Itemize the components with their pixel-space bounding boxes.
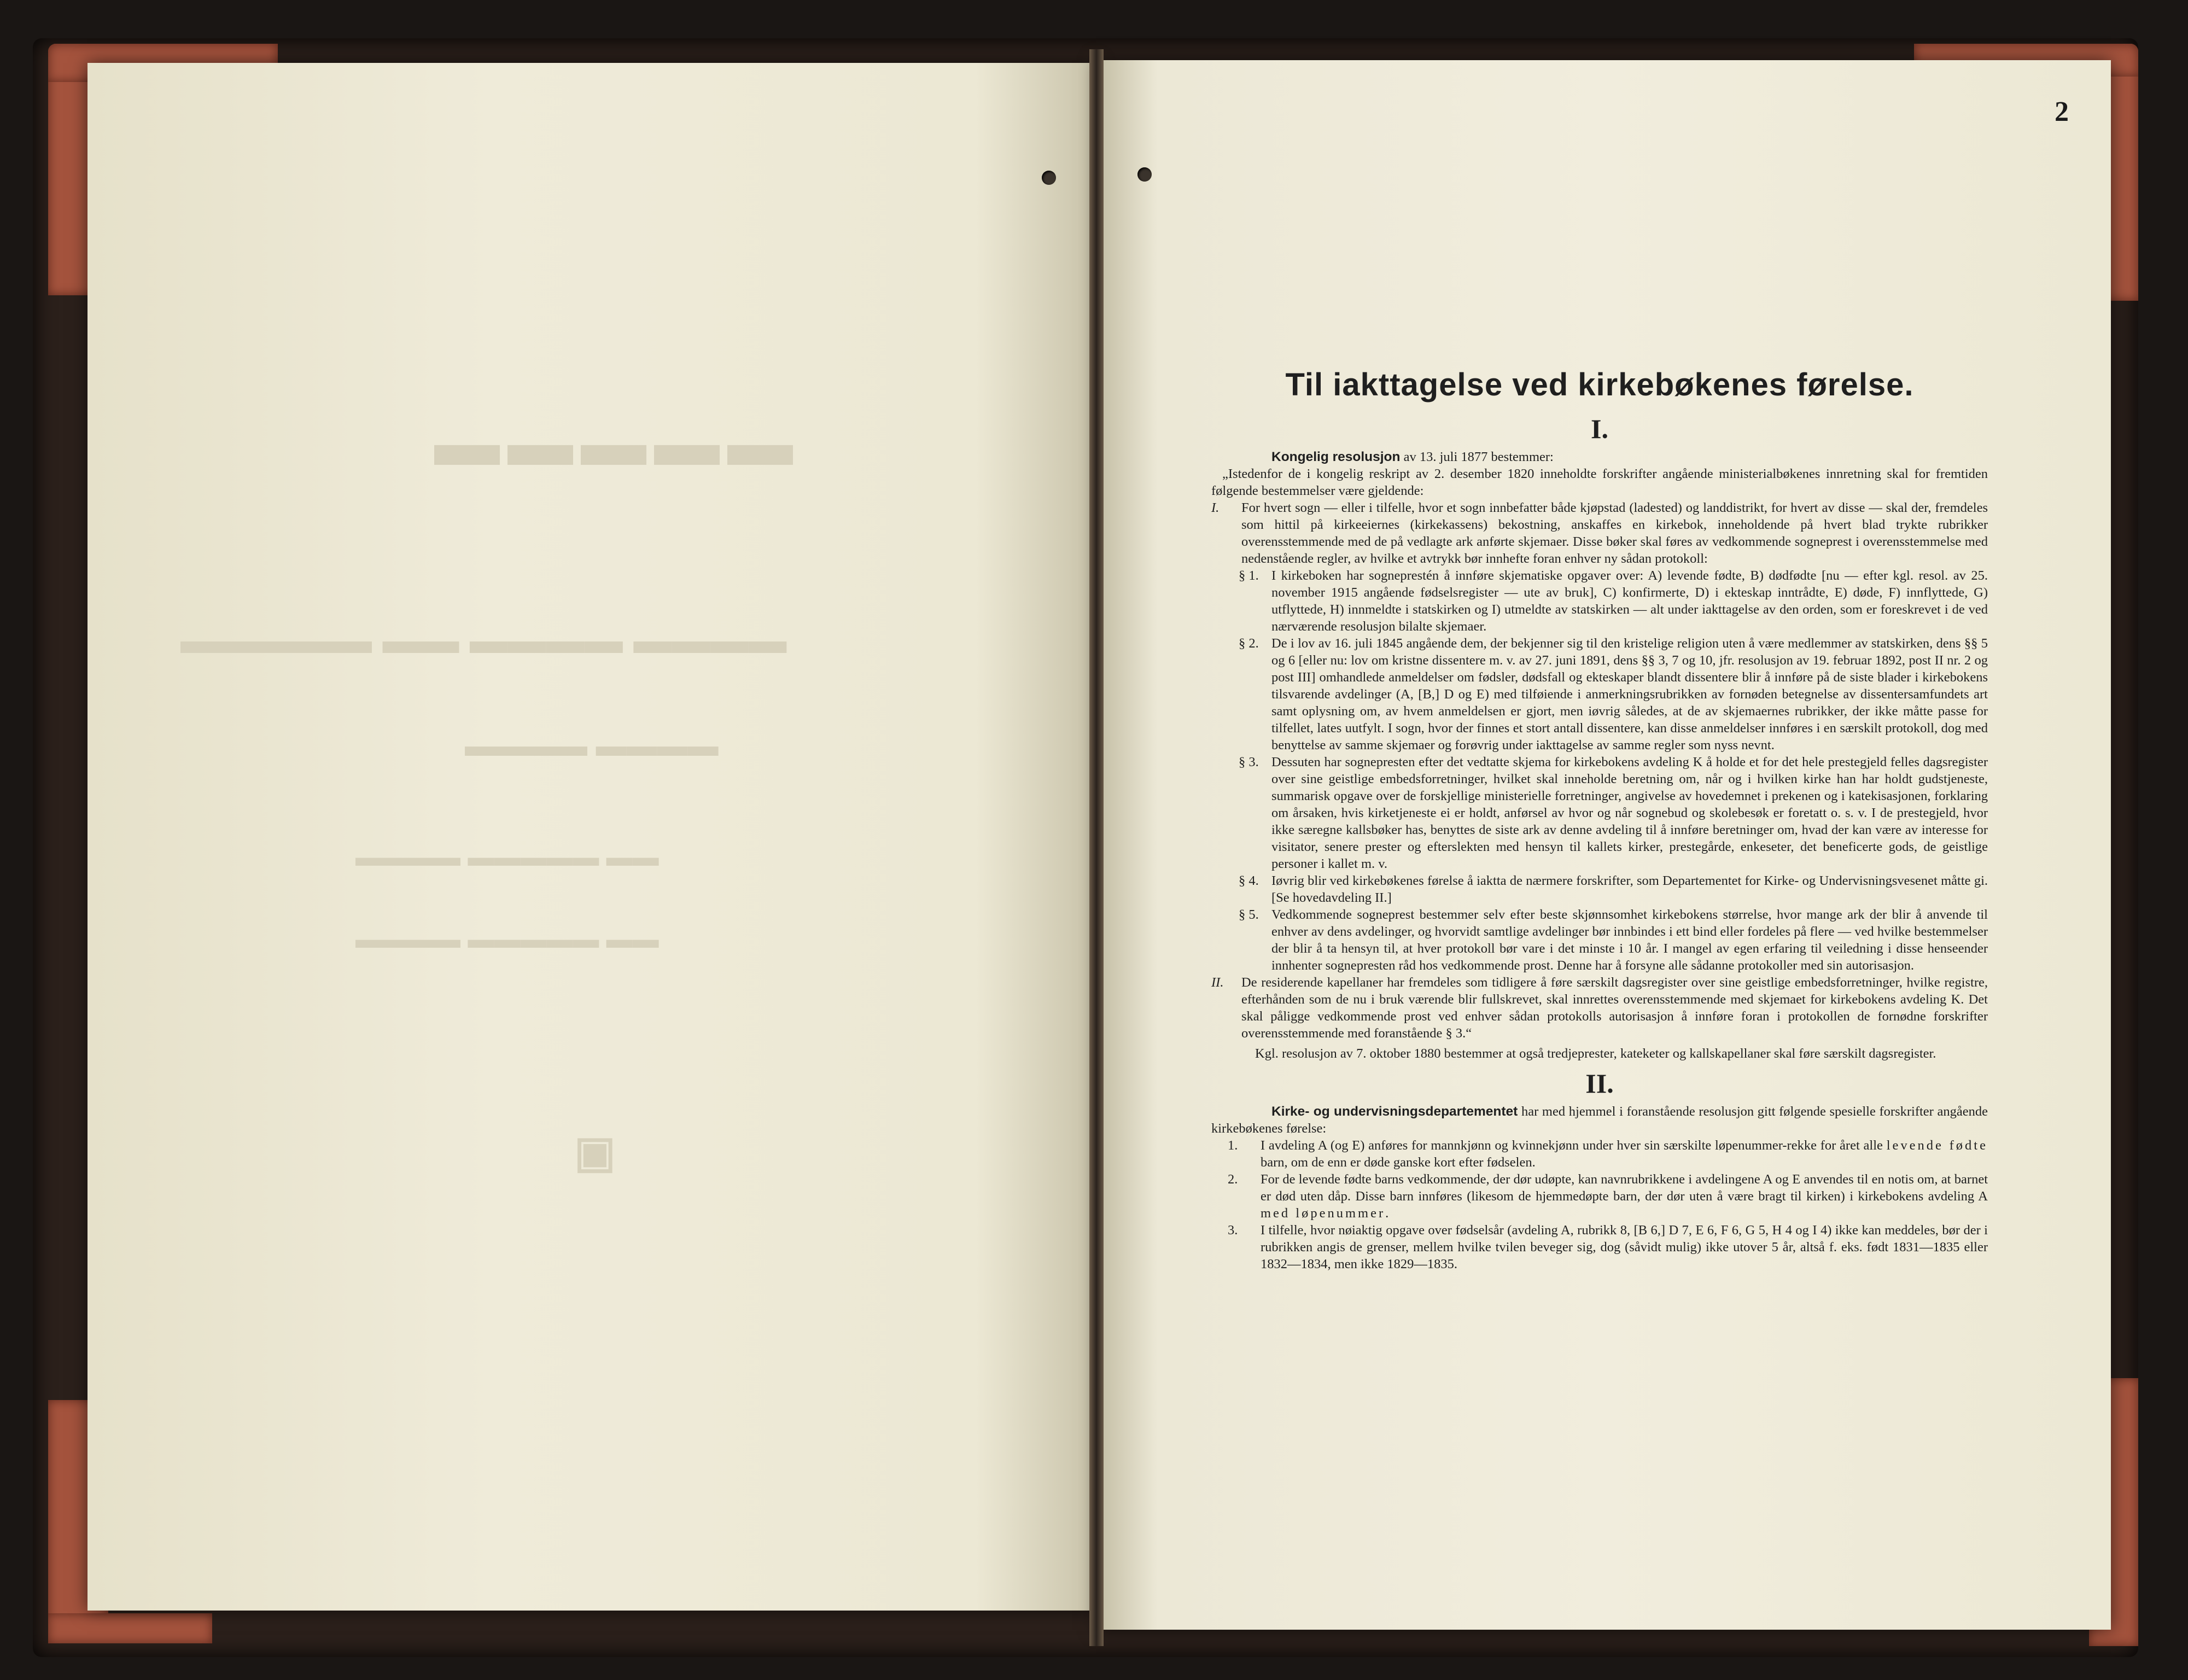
page-title: Til iakttagelse ved kirkebøkenes førelse. — [1285, 367, 1914, 402]
rule-2-text-spaced: med løpenummer — [1261, 1206, 1386, 1221]
section-1-label: § 1. — [1239, 568, 1259, 583]
closing-resolution: Kgl. resolusjon av 7. oktober 1880 bestemmer at også tredjeprester, kateketer og kallskapellaner skal føre særskilt dagsregister. — [1255, 1046, 1936, 1061]
rule-1-text-a: I avdeling A (og E) anføres for mannkjønn og kvinnekjønn under hver sin særskilte løpenummer-rekke for året alle — [1261, 1138, 1887, 1153]
leather-corner-bottom-left-edge — [48, 1613, 212, 1643]
show-through-line-1: ▬▬▬▬ ▬▬▬▬ ▬▬ ▬▬▬▬▬ — [180, 619, 787, 661]
instructions-document — [1211, 361, 1988, 1273]
section-4 — [1211, 872, 1988, 906]
section-4-label: § 4. — [1239, 873, 1259, 888]
resolution-intro-rest: av 13. juli 1877 bestemmer: — [1400, 450, 1554, 464]
show-through-heading: ▬▬▬▬▬ — [427, 406, 793, 479]
rule-1-text-spaced: levende fødte — [1886, 1138, 1988, 1153]
section-3-text: Dessuten har sognepresten efter det vedtatte skjema for kirkebokens avdeling K å holde et for det hele prestegjeld felles dagsregister over sine geistlige embedsforretninger, hvilket skal inneholde beretning om, når og i hvilken kirke han har holdt gudstjeneste, summarisk opgave over de forskjellige ministerielle forretninger, angivelse av hovedemnet i prekenen og i katekisasjonen, forklaring om årsaken, hvis kirketjeneste ei er holdt, anførsel av hvor og når sognebud og skolebesøk er foretatt o. s. v. I de prestegjeld, hvor ikke særegne kallsbøker has, benyttes de siste ark av denne avdeling til å innføre beretninger om, hvad der kan være av interesse for visitator, senere prester og efterslekten med hensyn til kallets kirker, prestegårde, enkeseter, det beneficerte gods, de geistlige personer i kallet m. v. — [1271, 755, 1988, 871]
item-2-label: II. — [1211, 975, 1224, 990]
section-2-label: § 2. — [1239, 636, 1259, 651]
section-5-label: § 5. — [1239, 907, 1259, 922]
part-1-heading: I. — [1591, 413, 1608, 444]
resolution-intro-bold: Kongelig resolusjon — [1271, 450, 1401, 464]
show-through-line-3: ▬▬ ▬▬▬▬▬ ▬▬▬▬ — [355, 843, 659, 872]
binding-hole-right — [1137, 167, 1152, 182]
department-intro-rest: har med hjemmel i foranstående resolusjon gitt følgende spesielle forskrifter angående kirkebøkenes førelse: — [1211, 1104, 1988, 1136]
left-page — [87, 63, 1096, 1611]
item-2-text: De residerende kapellaner har fremdeles som tidligere å føre særskilt dagsregister over sine geistlige embedsforretninger, hvilke registre, efterhånden som de nu i bruk værende blir fullskrevet, skal innrettes overensstemmende med skjemaet for kirkebokens avdeling K. Det skal påligge vedkommende prost ved enhver sådan protokolls autorisasjon å innføre foran i protokollen de fornødne forskrifter overensstemmende med foranstående § 3.“ — [1241, 975, 1988, 1041]
section-2-text: De i lov av 16. juli 1845 angående dem, der bekjenner sig til den kristelige religion uten å være medlemmer av statskirken, dens §§ 5 og 6 [eller nu: lov om kristne dissentere m. v. av 27. juni 1891, dens §§ 3, 7 og 10, jfr. resolusjon av 19. februar 1892, post II nr. 2 og post III] omhandlede anmeldelser om fødsler, dødsfall og ekteskaper blandt dissentere blir å innføre på de siste blader i kirkebokens tilsvarende avdelinger (A, [B,] D og E) med tilføiende i anmerkningsrubrikken av fornøden betegnelse av dissentersamfundets art samt oplysning om, av hvem anmeldelsen er gjort, men iøvrig således, at de av skjemaernes rubrikker, der ikke måtte passe for tilfellet, lates uutfylt. I sogn, hvor der finnes et stort antall dissentere, kan disse anmeldelser innføres i en særskilt protokoll, dog med benyttelse av samme skjemaer og forøvrig under iakttagelse av samme regler som nyss nevnt. — [1271, 636, 1988, 752]
item-1-label: I. — [1211, 500, 1220, 515]
rule-2 — [1211, 1171, 1988, 1222]
section-3-label: § 3. — [1239, 755, 1259, 769]
department-intro-bold: Kirke- og undervisningsdepartementet — [1271, 1104, 1518, 1119]
section-4-text: Iøvrig blir ved kirkebøkenes førelse å iaktta de nærmere forskrifter, som Departementet for Kirke- og Undervisningsvesenet måtte gi. [Se hovedavdeling II.] — [1271, 873, 1988, 905]
item-1 — [1211, 499, 1988, 567]
binding-hole-left — [1042, 171, 1056, 185]
show-through-line-2: ▬▬▬▬ ▬▬▬▬ — [465, 728, 719, 762]
page-number: 2 — [2055, 96, 2069, 127]
rule-2-label: 2. — [1228, 1172, 1238, 1187]
resolution-intro — [1211, 448, 1988, 465]
rule-3-text-a: I tilfelle, hvor nøiaktig opgave over fødselsår (avdeling A, rubrikk 8, [B 6,] D 7, E 6, F 6, G 5, H 4 og I 4) ikke kan meddeles, bør der i rubrikken angis de grenser, mellem hvilke tvilen beveger sig, dog (såvidt mulig) ikke utover 5 år, altså f. eks. født 1831—1835 eller 1832—1834, men ikke 1829—1835. — [1261, 1223, 1988, 1271]
part-2-heading: II. — [1585, 1068, 1614, 1099]
rule-2-text — [1261, 1171, 1988, 1222]
rule-3-label: 3. — [1228, 1223, 1238, 1238]
show-through-line-4: ▬▬ ▬▬▬▬▬ ▬▬▬▬ — [355, 925, 659, 954]
section-3 — [1211, 754, 1988, 872]
item-2 — [1211, 974, 1988, 1042]
section-1 — [1211, 567, 1988, 635]
rule-3 — [1211, 1222, 1988, 1273]
department-intro — [1211, 1103, 1988, 1137]
section-1-text: I kirkeboken har sogneprestén å innføre skjematiske opgaver over: A) levende fødte, B) dødfødte [nu — efter kgl. resol. av 25. november 1915 angående fødselsregister — ute av bruk], C) konfirmerte, D) i ekteskap inntrådte, E) døde, F) innflyttede, G) utflyttede, H) innmeldte i statskirken og I) utmeldte av statskirken — alt under iakttagelse av den orden, som er foreskrevet i de ved nærværende resolusjon bilalte skjemaer. — [1271, 568, 1988, 634]
rule-1-label: 1. — [1228, 1138, 1238, 1153]
rule-3-text — [1261, 1222, 1988, 1273]
rule-1-text — [1261, 1137, 1988, 1171]
rule-2-text-a: For de levende fødte barns vedkommende, der dør udøpte, kan navnrubrikkene i avdelingene A og E anvendes til en notis om, at barnet er død uten dåp. Disse barn innføres (likesom de hjemmedøpte barn, der dør uten å være bragt til kirken) i kirkebokens avdeling A — [1261, 1172, 1988, 1204]
resolution-quote-intro: „Istedenfor de i kongelig reskript av 2. desember 1820 inneholdte forskrifter angående ministerialbøkenes innretning skal for fremtiden følgende bestemmelser være gjeldende: — [1211, 466, 1988, 498]
show-through-emblem: ▣ — [574, 1128, 616, 1176]
item-1-text: For hvert sogn — eller i tilfelle, hvor et sogn innbefatter både kjøpstad (ladested) og landdistrikt, for hvert av disse — skal der, fremdeles som hittil på kirkeeiernes (kirkekassens) bekostning, anskaffes en kirkebok, inneholdende på hvert blad trykte rubrikker overensstemmende med de på vedlagte ark anførte skjemaer. Disse bøker skal føres av vedkommende sogneprest i overensstemmelse med nedenstående regler, av hvilke et avtrykk bør innhefte foran enhver ny sådan protokoll: — [1241, 500, 1988, 566]
section-5-text: Vedkommende sogneprest bestemmer selv efter beste skjønnsomhet kirkebokens størrelse, hvor mange ark der blir å anvende til enhver av dens avdelinger, og hvorvidt samtlige avdelinger bør innbindes i ett bind eller fordeles på flere — ved hvilke bestemmelser der blir å ta hensyn til, at hver protokoll bør vare i det minste i 10 år. I mangel av egen erfaring til veiledning i disse henseender innhenter sognepresten råd hos vedkommende prost. Denne har å forsyne alle sådanne protokoller med sin autorisasjon. — [1271, 907, 1988, 973]
rule-2-text-b: . — [1385, 1206, 1389, 1221]
section-5 — [1211, 906, 1988, 974]
section-2 — [1211, 635, 1988, 754]
book-gutter — [1089, 49, 1104, 1646]
rule-1 — [1211, 1137, 1988, 1171]
rule-1-text-b: barn, om de enn er døde ganske kort efter fødselen. — [1261, 1155, 1536, 1170]
